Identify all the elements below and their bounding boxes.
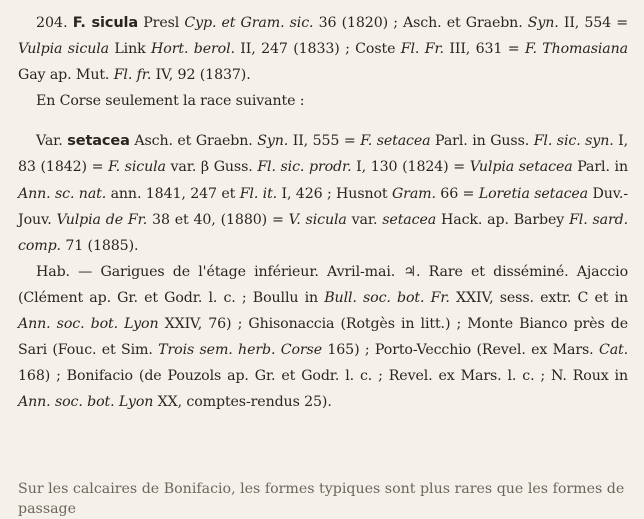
variety-name: setacea bbox=[67, 133, 130, 150]
citation-title: Bull. soc. bot. Fr. bbox=[324, 289, 450, 306]
text-span: II, 555 = bbox=[288, 133, 361, 150]
synonym-name: Loretia setacea bbox=[478, 185, 589, 202]
text-span: Link bbox=[108, 41, 152, 58]
citation-title: Trois sem. herb. Corse bbox=[158, 342, 322, 359]
citation-title: Cyp. et Gram. sic. bbox=[184, 15, 314, 31]
citation-title: Fl. it. bbox=[239, 185, 278, 202]
text-span: I, 83 (1842) = bbox=[18, 133, 629, 176]
race-intro: En Corse seulement la race suivante : bbox=[36, 93, 305, 110]
text-span: Presl bbox=[138, 15, 185, 31]
synonym-name: F. setacea bbox=[360, 133, 431, 150]
text-span: Parl. in bbox=[572, 159, 628, 176]
citation-title: Fl. sard. comp. bbox=[18, 211, 629, 254]
citation-title: Ann. soc. bot. Lyon bbox=[18, 394, 154, 411]
citation-title: Fl. sic. prodr. bbox=[257, 159, 352, 176]
text-span: var. β Guss. bbox=[165, 159, 258, 176]
text-span: Gay ap. Mut. bbox=[18, 67, 114, 84]
citation-title: Fl. sic. syn. bbox=[533, 133, 614, 150]
text-span: Duv.-Jouv. bbox=[18, 185, 628, 228]
text-span: ann. 1841, 247 et bbox=[106, 185, 240, 202]
text-span: 165) ; Porto-Vecchio (Revel. ex Mars. bbox=[322, 342, 599, 359]
species-entry-paragraph bbox=[18, 10, 628, 88]
variety-paragraph bbox=[18, 128, 628, 258]
citation-title: Syn. bbox=[527, 15, 559, 31]
text-span: XXIV, sess. extr. C et in bbox=[449, 289, 628, 306]
text-span: IV, 92 (1837). bbox=[151, 67, 251, 84]
text-span: var. bbox=[346, 211, 383, 228]
citation-title: Ann. sc. nat. bbox=[18, 185, 107, 202]
text-span: 38 et 40, (1880) = bbox=[147, 211, 289, 228]
synonym-name: Vulpia sicula bbox=[18, 41, 109, 58]
text-span: Hab. — Garigues de l'étage inférieur. Avril-mai. ♃. Rare et disséminé. Ajaccio (Clément ap. Gr. et Godr. l. c. ; Boullu in bbox=[18, 263, 628, 306]
citation-title: Gram. bbox=[391, 185, 436, 202]
text-span: 36 (1820) ; Asch. et Graebn. bbox=[313, 15, 528, 31]
text-span: I, 130 (1824) = bbox=[351, 159, 470, 176]
citation-title: Hort. berol. bbox=[151, 41, 235, 58]
citation-title: Vulpia de Fr. bbox=[56, 211, 148, 228]
citation-title: Syn. bbox=[257, 133, 289, 150]
synonym-name: F. Thomasiana bbox=[524, 41, 628, 58]
cut-off-next-line: Sur les calcaires de Bonifacio, les formes typiques sont plus rares que les formes de passage bbox=[18, 481, 625, 517]
text-span: II, 554 = bbox=[558, 15, 629, 31]
text-span: Asch. et Graebn. bbox=[129, 133, 258, 150]
text-span: III, 631 = bbox=[443, 41, 525, 58]
citation-title: Fl. fr. bbox=[113, 67, 152, 84]
citation-title: Fl. Fr. bbox=[400, 41, 444, 58]
text-span: XX, comptes-rendus 25). bbox=[153, 394, 332, 411]
citation-title: Ann. soc. bot. Lyon bbox=[18, 316, 159, 333]
text-span: 66 = bbox=[435, 185, 479, 202]
synonym-name: V. sicula bbox=[288, 211, 347, 228]
variety-label: Var. bbox=[36, 133, 68, 150]
synonym-name: setacea bbox=[382, 211, 437, 228]
habitat-paragraph bbox=[18, 259, 628, 416]
entry-number: 204. bbox=[36, 15, 68, 31]
text-span: 168) ; Bonifacio (de Pouzols ap. Gr. et Godr. l. c. ; Revel. ex Mars. l. c. ; N. Roux in bbox=[18, 368, 628, 385]
text-span: 71 (1885). bbox=[60, 237, 139, 254]
section-gap bbox=[18, 114, 628, 128]
text-span: I, 426 ; Husnot bbox=[277, 185, 392, 202]
text-span: Hack. ap. Barbey bbox=[436, 211, 570, 228]
text-span: II, 247 (1833) ; Coste bbox=[234, 41, 401, 58]
text-span: Parl. in Guss. bbox=[430, 133, 534, 150]
text-span: XXIV, 76) ; Ghisonaccia (Rotgès in litt.) ; Monte Bianco près de Sari (Fouc. et Sim. bbox=[18, 316, 628, 359]
citation-title: Cat. bbox=[598, 342, 628, 359]
synonym-name: F. sicula bbox=[108, 159, 166, 176]
species-name: F. sicula bbox=[72, 15, 139, 31]
synonym-name: Vulpia setacea bbox=[469, 159, 573, 176]
